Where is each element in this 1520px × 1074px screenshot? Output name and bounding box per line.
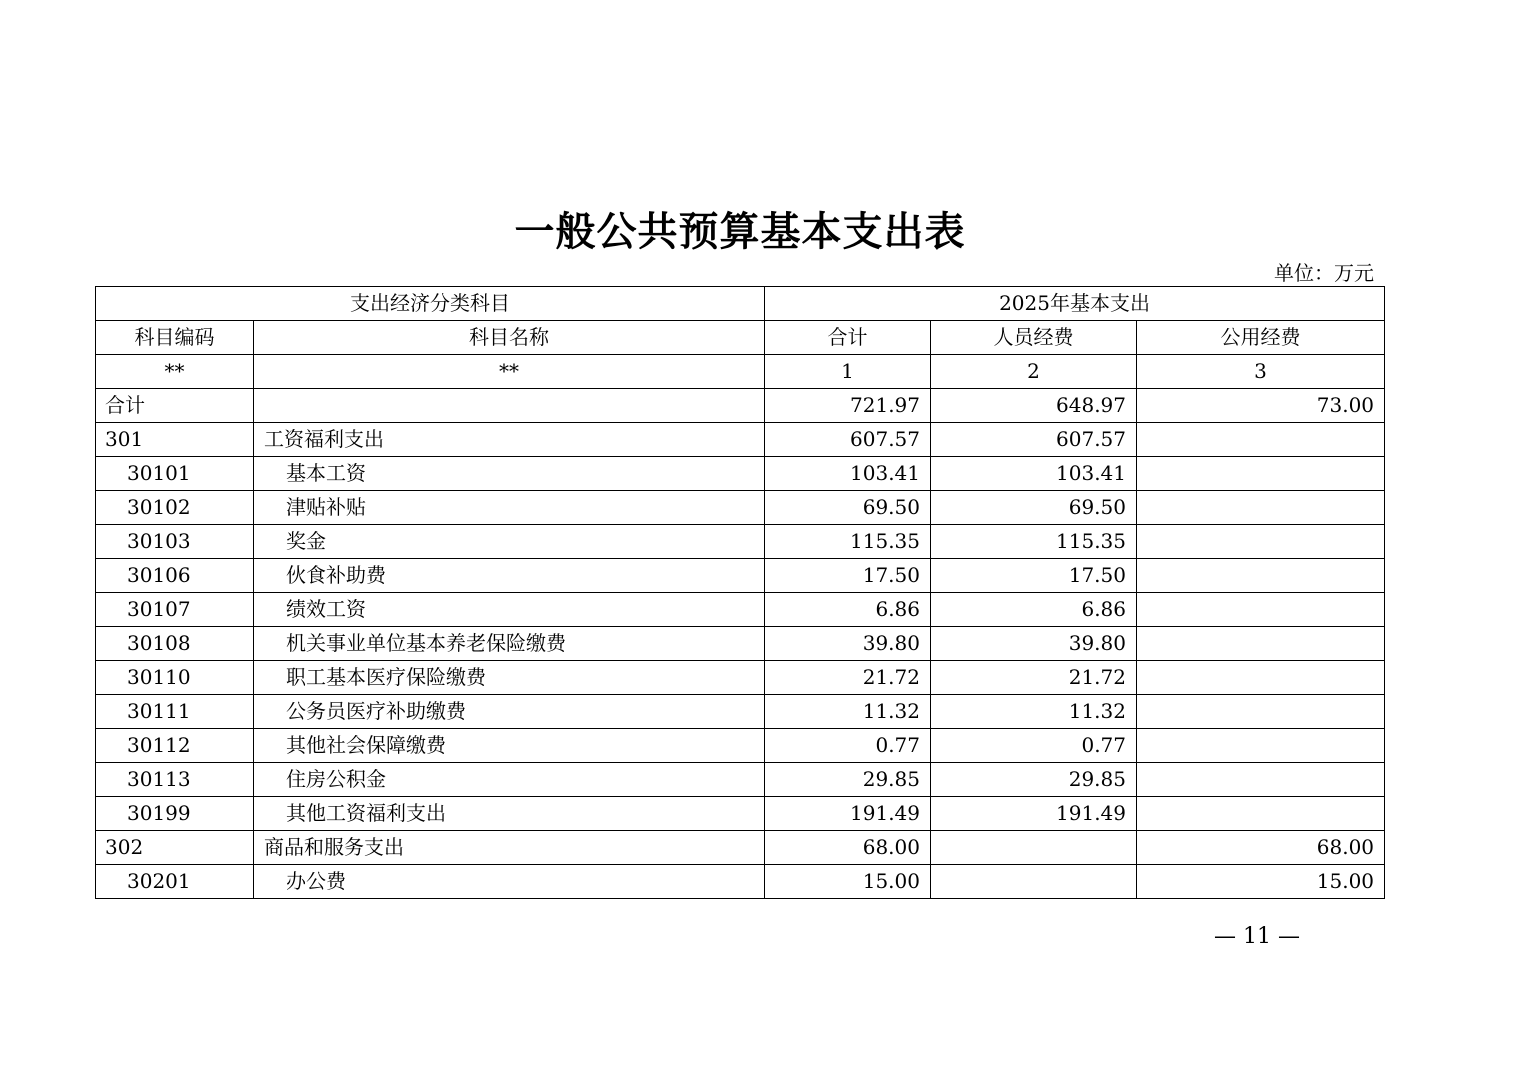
row-total: 607.57 <box>765 423 931 457</box>
row-code: 30102 <box>96 491 254 525</box>
row-personnel: 11.32 <box>931 695 1137 729</box>
row-total: 115.35 <box>765 525 931 559</box>
table-row <box>96 797 1385 831</box>
row-code: 30101 <box>96 457 254 491</box>
row-public <box>1137 661 1385 695</box>
row-personnel: 21.72 <box>931 661 1137 695</box>
row-personnel: 607.57 <box>931 423 1137 457</box>
index-public: 3 <box>1137 355 1385 389</box>
row-public: 68.00 <box>1137 831 1385 865</box>
table-row <box>96 593 1385 627</box>
row-personnel: 69.50 <box>931 491 1137 525</box>
row-code: 301 <box>96 423 254 457</box>
table-row <box>96 525 1385 559</box>
row-total: 68.00 <box>765 831 931 865</box>
row-name: 其他工资福利支出 <box>254 797 765 831</box>
row-personnel: 115.35 <box>931 525 1137 559</box>
row-total: 29.85 <box>765 763 931 797</box>
table-row <box>96 695 1385 729</box>
row-personnel <box>931 831 1137 865</box>
row-public: 15.00 <box>1137 865 1385 899</box>
table-row <box>96 763 1385 797</box>
row-total: 0.77 <box>765 729 931 763</box>
summary-public: 73.00 <box>1137 389 1385 423</box>
row-personnel: 39.80 <box>931 627 1137 661</box>
row-personnel: 29.85 <box>931 763 1137 797</box>
budget-table-body <box>96 287 1385 899</box>
row-total: 39.80 <box>765 627 931 661</box>
summary-name-empty <box>254 389 765 423</box>
row-total: 103.41 <box>765 457 931 491</box>
row-personnel: 191.49 <box>931 797 1137 831</box>
row-name: 公务员医疗补助缴费 <box>254 695 765 729</box>
table-row <box>96 559 1385 593</box>
row-total: 17.50 <box>765 559 931 593</box>
row-public <box>1137 797 1385 831</box>
table-row <box>96 627 1385 661</box>
row-total: 69.50 <box>765 491 931 525</box>
row-personnel: 17.50 <box>931 559 1137 593</box>
row-personnel: 0.77 <box>931 729 1137 763</box>
table-row <box>96 457 1385 491</box>
row-public <box>1137 525 1385 559</box>
row-public <box>1137 457 1385 491</box>
row-public <box>1137 763 1385 797</box>
index-personnel: 2 <box>931 355 1137 389</box>
row-public <box>1137 729 1385 763</box>
row-code: 30107 <box>96 593 254 627</box>
row-name: 基本工资 <box>254 457 765 491</box>
row-code: 30111 <box>96 695 254 729</box>
row-name: 职工基本医疗保险缴费 <box>254 661 765 695</box>
row-public <box>1137 559 1385 593</box>
index-total: 1 <box>765 355 931 389</box>
row-name: 工资福利支出 <box>254 423 765 457</box>
index-name: ** <box>254 355 765 389</box>
table-row <box>96 831 1385 865</box>
row-total: 15.00 <box>765 865 931 899</box>
row-code: 302 <box>96 831 254 865</box>
row-code: 30106 <box>96 559 254 593</box>
row-personnel: 6.86 <box>931 593 1137 627</box>
budget-table <box>95 286 1385 899</box>
row-total: 21.72 <box>765 661 931 695</box>
header-group-left: 支出经济分类科目 <box>96 287 765 321</box>
header-column-row <box>96 321 1385 355</box>
row-code: 30201 <box>96 865 254 899</box>
row-total: 11.32 <box>765 695 931 729</box>
header-name: 科目名称 <box>254 321 765 355</box>
summary-row <box>96 389 1385 423</box>
summary-personnel: 648.97 <box>931 389 1137 423</box>
row-name: 其他社会保障缴费 <box>254 729 765 763</box>
row-public <box>1137 593 1385 627</box>
row-code: 30112 <box>96 729 254 763</box>
row-code: 30199 <box>96 797 254 831</box>
header-personnel: 人员经费 <box>931 321 1137 355</box>
unit-label: 单位：万元 <box>1274 261 1374 285</box>
row-name: 商品和服务支出 <box>254 831 765 865</box>
header-total: 合计 <box>765 321 931 355</box>
summary-label: 合计 <box>96 389 254 423</box>
document-title: 一般公共预算基本支出表 <box>514 208 966 255</box>
row-name: 办公费 <box>254 865 765 899</box>
row-code: 30103 <box>96 525 254 559</box>
table-row <box>96 491 1385 525</box>
row-personnel: 103.41 <box>931 457 1137 491</box>
table-row <box>96 865 1385 899</box>
row-code: 30108 <box>96 627 254 661</box>
row-name: 机关事业单位基本养老保险缴费 <box>254 627 765 661</box>
page-number: — 11 — <box>1214 924 1300 949</box>
row-public <box>1137 491 1385 525</box>
row-name: 伙食补助费 <box>254 559 765 593</box>
row-code: 30110 <box>96 661 254 695</box>
row-total: 6.86 <box>765 593 931 627</box>
row-personnel <box>931 865 1137 899</box>
header-group-right: 2025年基本支出 <box>765 287 1385 321</box>
index-code: ** <box>96 355 254 389</box>
row-public <box>1137 423 1385 457</box>
index-row <box>96 355 1385 389</box>
summary-total: 721.97 <box>765 389 931 423</box>
table-row <box>96 423 1385 457</box>
header-code: 科目编码 <box>96 321 254 355</box>
row-name: 住房公积金 <box>254 763 765 797</box>
row-code: 30113 <box>96 763 254 797</box>
row-total: 191.49 <box>765 797 931 831</box>
table-row <box>96 661 1385 695</box>
header-group-row <box>96 287 1385 321</box>
row-name: 奖金 <box>254 525 765 559</box>
row-name: 津贴补贴 <box>254 491 765 525</box>
header-public: 公用经费 <box>1137 321 1385 355</box>
row-name: 绩效工资 <box>254 593 765 627</box>
row-public <box>1137 695 1385 729</box>
table-row <box>96 729 1385 763</box>
row-public <box>1137 627 1385 661</box>
